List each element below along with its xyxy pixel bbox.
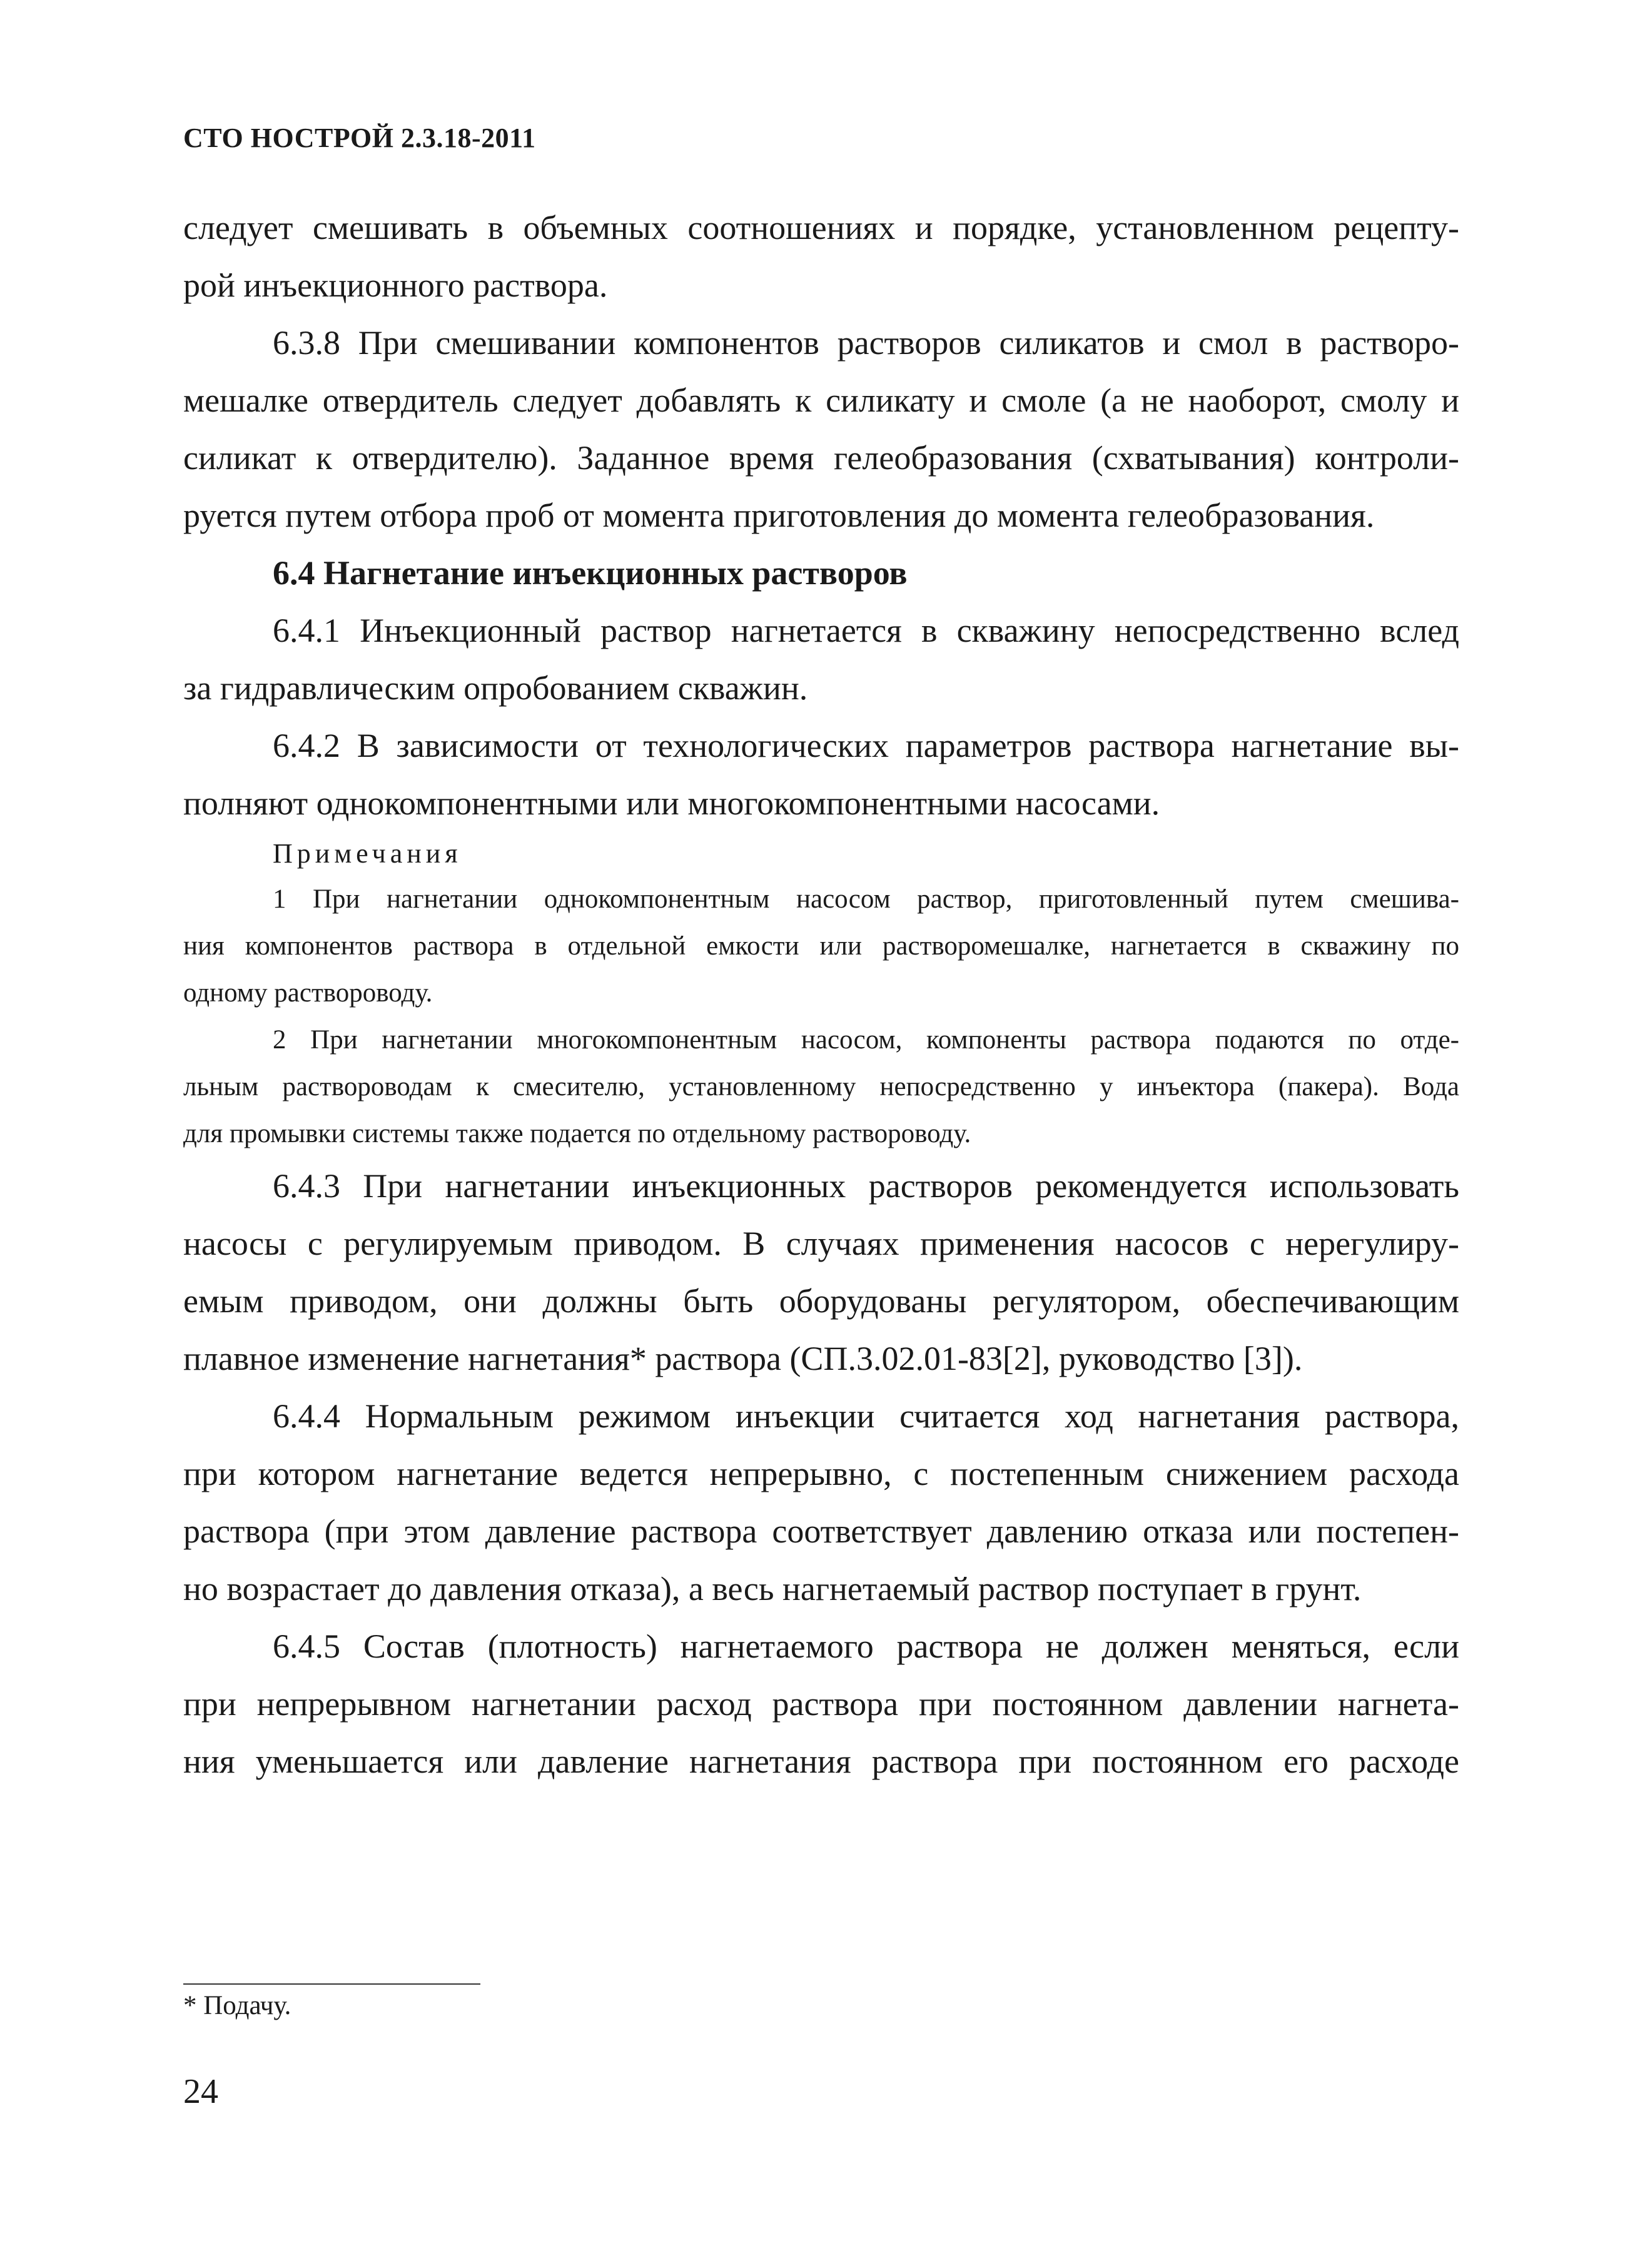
paragraph-line: следует смешивать в объемных соотношениях и порядке, установленном рецепту-	[183, 209, 1459, 246]
page-number: 24	[183, 2072, 218, 2111]
paragraph-line: раствора (при этом давление раствора соответствует давлению отказа или постепен-	[183, 1512, 1459, 1550]
paragraph-line: 6.4.4 Нормальным режимом инъекции считается ход нагнетания раствора,	[273, 1397, 1459, 1435]
paragraph-line: 6.3.8 При смешивании компонентов растворов силикатов и смол в растворо-	[273, 324, 1459, 362]
note-line: ния компонентов раствора в отдельной емкости или растворомешалке, нагнетается в скважину по	[183, 931, 1459, 961]
document-header: СТО НОСТРОЙ 2.3.18-2011	[183, 123, 536, 153]
paragraph-line: 6.4.2 В зависимости от технологических параметров раствора нагнетание вы-	[273, 727, 1459, 764]
note-line: для промывки системы также подается по отдельному раствороводу.	[183, 1119, 971, 1148]
paragraph-line: полняют однокомпонентными или многокомпонентными насосами.	[183, 784, 1160, 822]
paragraph-line: 6.4.1 Инъекционный раствор нагнетается в скважину непосредственно вслед	[273, 612, 1459, 649]
note-line: 2 При нагнетании многокомпонентным насосом, компоненты раствора подаются по отде-	[273, 1025, 1459, 1055]
paragraph-line: 6.4.5 Состав (плотность) нагнетаемого раствора не должен меняться, если	[273, 1628, 1459, 1665]
footnote-divider	[183, 1983, 480, 1985]
footnote: * Подачу.	[183, 1991, 291, 2020]
paragraph-line: при котором нагнетание ведется непрерывно, с постепенным снижением расхода	[183, 1455, 1459, 1492]
note-line: одному раствороводу.	[183, 978, 433, 1008]
paragraph-line: руется путем отбора проб от момента приготовления до момента гелеобразования.	[183, 497, 1375, 534]
paragraph-line: за гидравлическим опробованием скважин.	[183, 669, 808, 707]
paragraph-line: рой инъекционного раствора.	[183, 266, 608, 304]
paragraph-line: силикат к отвердителю). Заданное время гелеобразования (схватывания) контроли-	[183, 439, 1459, 477]
paragraph-line: при непрерывном нагнетании расход раствора при постоянном давлении нагнета-	[183, 1685, 1459, 1723]
note-line: 1 При нагнетании однокомпонентным насосом раствор, приготовленный путем смешива-	[273, 884, 1459, 914]
paragraph-line: но возрастает до давления отказа), а весь нагнетаемый раствор поступает в грунт.	[183, 1570, 1362, 1607]
body-text	[183, 199, 1459, 1790]
section-heading: 6.4 Нагнетание инъекционных растворов	[273, 554, 908, 592]
notes-title: Примечания	[273, 838, 462, 869]
paragraph-line: мешалке отвердитель следует добавлять к силикату и смоле (а не наоборот, смолу и	[183, 382, 1459, 419]
paragraph-line: насосы с регулируемым приводом. В случаях применения насосов с нерегулиру-	[183, 1225, 1459, 1262]
paragraph-line: ния уменьшается или давление нагнетания раствора при постоянном его расходе	[183, 1743, 1459, 1780]
paragraph-line: 6.4.3 При нагнетании инъекционных растворов рекомендуется использовать	[273, 1167, 1459, 1205]
note-line: льным раствороводам к смесителю, установленному непосредственно у инъектора (пакера). Вода	[183, 1072, 1459, 1101]
paragraph-line: плавное изменение нагнетания* раствора (СП.3.02.01-83[2], руководство [3]).	[183, 1340, 1303, 1377]
paragraph-line: емым приводом, они должны быть оборудованы регулятором, обеспечивающим	[183, 1282, 1459, 1320]
